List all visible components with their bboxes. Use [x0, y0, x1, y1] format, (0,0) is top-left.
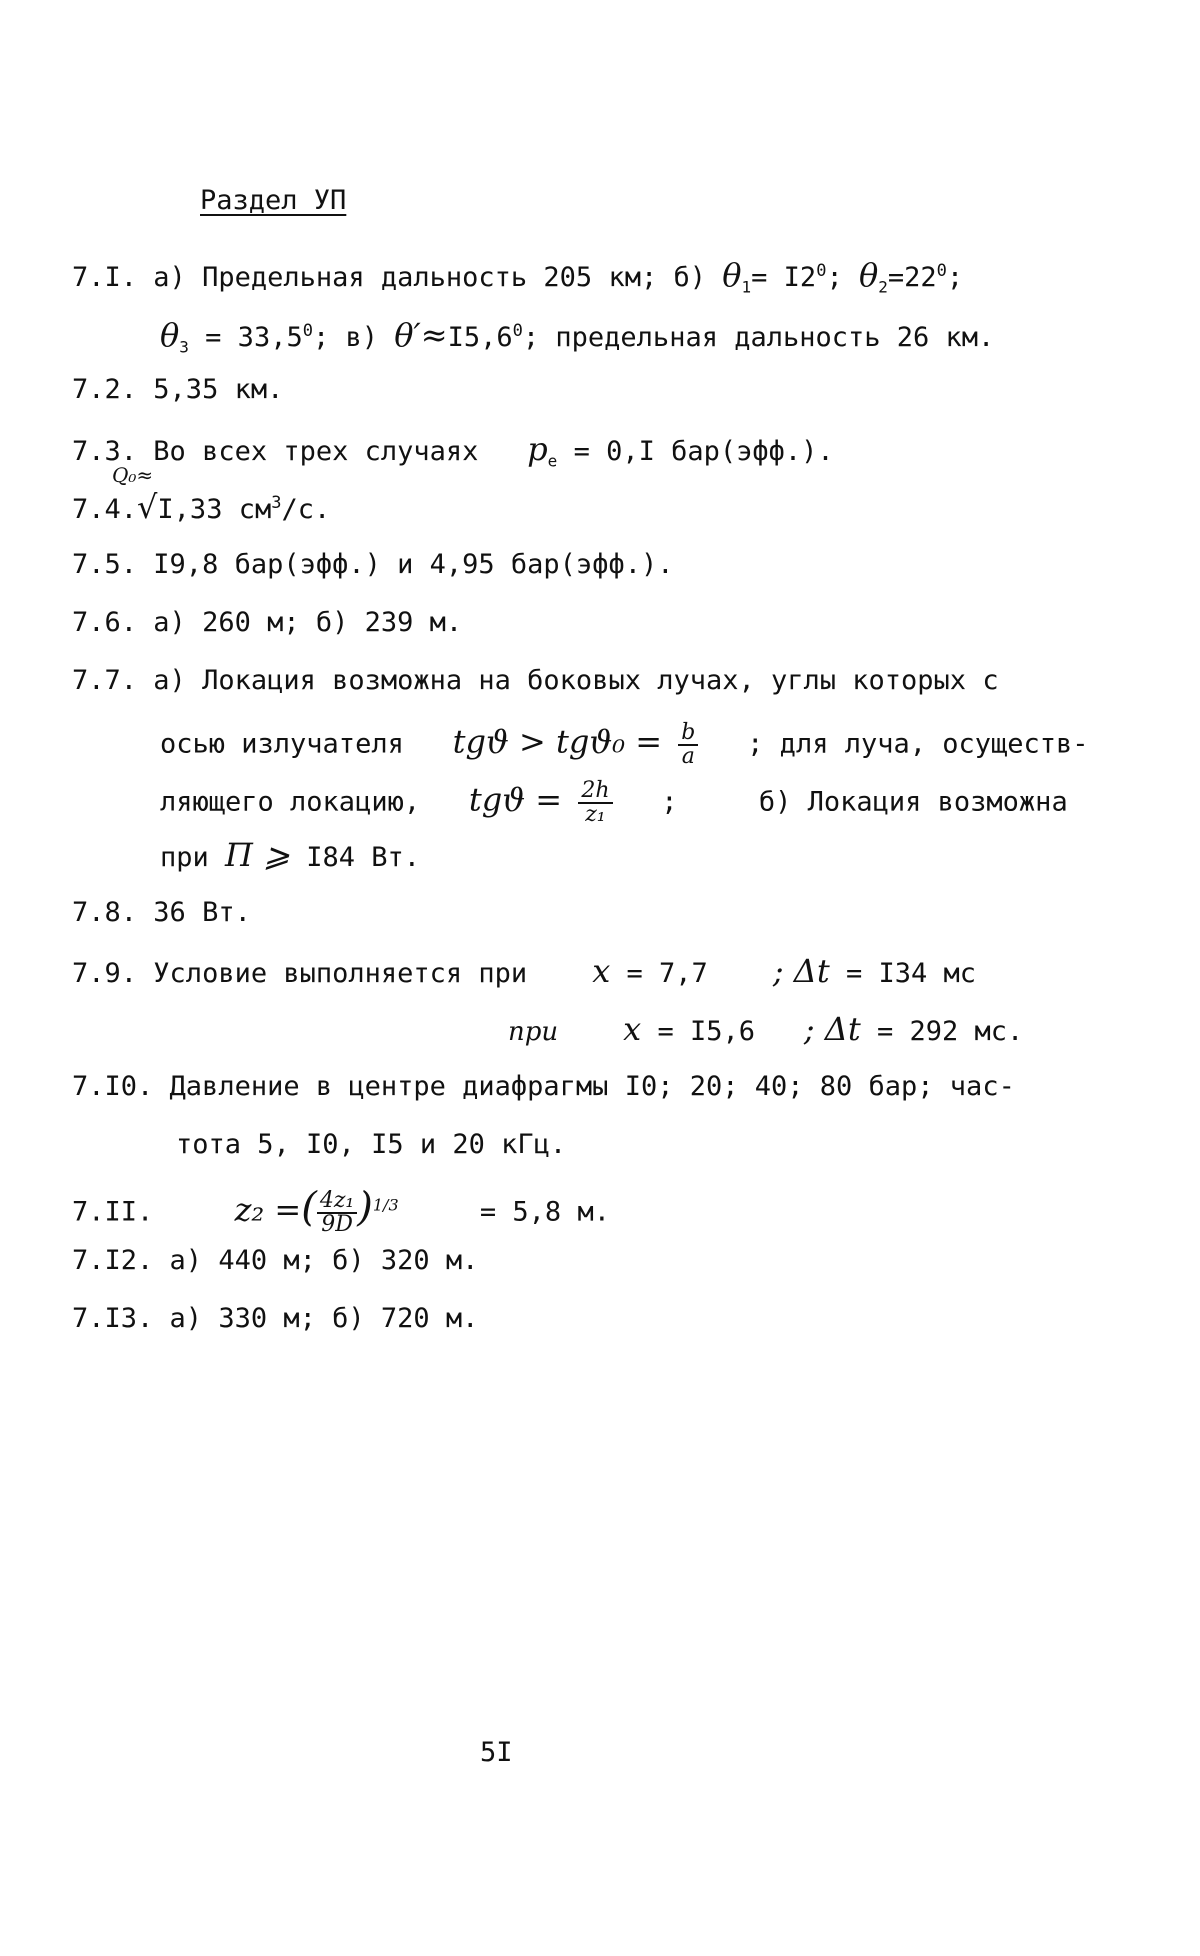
answer-7-9-line-1	[72, 954, 976, 991]
page-number: 5I	[480, 1737, 513, 1768]
separator: ;	[826, 262, 843, 293]
fraction-2h-over-z1	[578, 780, 612, 826]
theta1-subscript: 1	[741, 277, 752, 297]
fraction-denominator: z₁	[585, 802, 606, 827]
answer-text: 36 Вт.	[153, 897, 251, 928]
flow-rate-symbol: Q₀≈	[112, 463, 154, 487]
answer-number: 7.I0.	[72, 1071, 154, 1102]
theta2-value: =22	[887, 262, 937, 293]
answer-number: 7.5.	[72, 549, 138, 580]
answer-7-2	[72, 373, 283, 407]
answer-7-10-line-2	[176, 1128, 566, 1162]
answer-7-9-line-2	[508, 1012, 1023, 1049]
theta-prime-value: I5,6	[447, 322, 513, 353]
answer-text: осью излучателя	[160, 728, 404, 760]
answer-text: а) Предельная дальность 205 км; б)	[153, 262, 706, 293]
answer-text: при	[160, 842, 209, 873]
power-symbol: Π ⩾	[225, 836, 290, 874]
answer-7-7-line-1	[72, 664, 999, 698]
theta-prime-symbol: θ′≈	[394, 316, 448, 354]
delta-t-symbol: ; Δt	[772, 952, 830, 990]
answer-number: 7.6.	[72, 607, 138, 638]
x-symbol: x	[623, 1010, 642, 1048]
answer-text: I9,8 бар(эфф.) и 4,95 бар(эфф.).	[153, 549, 674, 580]
answer-number: 7.4.	[72, 494, 138, 525]
formula-tangent-inequality: tgϑ > tgϑ₀ =	[452, 722, 663, 761]
theta1-value: = I2	[751, 262, 817, 293]
variant-v-label: ; в)	[312, 322, 378, 353]
answer-text: I84 Вт.	[306, 842, 420, 873]
answer-7-7-line-2	[160, 722, 1089, 768]
degree-mark: 0	[512, 321, 523, 341]
answer-text: /с.	[281, 494, 331, 525]
answer-number: 7.I.	[72, 262, 138, 293]
answer-text: = 5,8 м.	[479, 1196, 610, 1228]
delta-t-value: = 292 мс.	[877, 1016, 1024, 1047]
separator: ;	[661, 786, 678, 818]
answer-text: а) Локация возможна на боковых лучах, углы которых с	[153, 665, 999, 696]
answer-number: 7.2.	[72, 374, 138, 405]
fraction-denominator: a	[681, 744, 695, 769]
answer-7-13	[72, 1302, 478, 1336]
fraction-numerator: 4z₁	[317, 1190, 357, 1214]
fraction-numerator: b	[678, 722, 698, 746]
answer-number: 7.II.	[72, 1196, 154, 1228]
answer-text: тота 5, I0, I5 и 20 кГц.	[176, 1129, 567, 1160]
answer-number: 7.3.	[72, 436, 138, 467]
theta3-symbol: θ	[160, 316, 180, 354]
x-symbol: x	[592, 952, 611, 990]
separator: ;	[946, 262, 964, 293]
theta3-subscript: 3	[179, 337, 189, 357]
delta-t-value: = I34 мс	[846, 958, 977, 989]
answer-text: I,33 см	[157, 494, 272, 525]
section-title: Раздел УП	[200, 185, 347, 216]
answer-text: ляющего локацию,	[160, 786, 421, 818]
answer-text: Во всех трех случаях	[153, 436, 479, 467]
answer-text: б) Локация возможна	[758, 786, 1068, 818]
answer-text: Давление в центре диафрагмы I0; 20; 40; 80 бар; час-	[169, 1071, 1015, 1102]
pressure-symbol: p	[527, 430, 548, 468]
degree-mark: 0	[816, 261, 827, 281]
answer-text: ; для луча, осуществ-	[747, 728, 1089, 760]
handwritten-pri: при	[508, 1017, 559, 1047]
answer-7-11	[72, 1184, 610, 1237]
answer-number: 7.7.	[72, 665, 138, 696]
answer-7-3	[72, 432, 834, 469]
answer-7-5	[72, 548, 673, 582]
open-paren: (	[301, 1184, 317, 1231]
answer-7-6	[72, 606, 462, 640]
close-paren: )	[357, 1184, 373, 1231]
theta3-value: = 33,5	[205, 322, 303, 353]
answer-text: Условие выполняется при	[153, 958, 528, 989]
answer-7-10-line-1	[72, 1070, 1015, 1104]
pressure-subscript: e	[547, 451, 558, 471]
answer-number: 7.8.	[72, 897, 138, 928]
answer-7-12	[72, 1244, 478, 1278]
fraction-4z1-over-9d	[317, 1190, 357, 1236]
answer-text: 5,35 км.	[153, 374, 284, 405]
theta2-symbol: θ	[858, 256, 879, 294]
fraction-b-over-a	[678, 722, 698, 768]
x-value: = I5,6	[657, 1016, 756, 1047]
power-exponent: 1/3	[372, 1195, 399, 1215]
formula-z2: z₂ =	[234, 1190, 302, 1229]
answer-number: 7.I3.	[72, 1303, 154, 1334]
answer-7-4	[72, 490, 330, 527]
degree-mark: 0	[302, 321, 313, 341]
answer-7-1-line-1	[72, 258, 963, 295]
theta2-subscript: 2	[878, 277, 888, 297]
pressure-value: = 0,I бар(эфф.).	[573, 436, 834, 467]
fraction-numerator: 2h	[578, 780, 612, 804]
exponent: 3	[271, 493, 282, 513]
answer-7-7-line-3	[160, 780, 1068, 826]
degree-mark: 0	[936, 261, 947, 281]
answer-text: ; предельная дальность 26 км.	[522, 322, 995, 353]
answer-text: а) 330 м; б) 720 м.	[169, 1303, 479, 1334]
delta-t-symbol: ; Δt	[803, 1010, 861, 1048]
answer-7-1-line-2	[160, 318, 994, 355]
x-value: = 7,7	[626, 958, 708, 989]
formula-tangent-equation: tgϑ =	[468, 780, 563, 819]
fraction-denominator: 9D	[321, 1212, 353, 1237]
answer-number: 7.I2.	[72, 1245, 154, 1276]
answer-text: а) 440 м; б) 320 м.	[169, 1245, 479, 1276]
answer-7-7-line-4	[160, 838, 420, 875]
theta1-symbol: θ	[722, 256, 742, 294]
answer-7-8	[72, 896, 251, 930]
answer-number: 7.9.	[72, 958, 138, 989]
approx-check-mark: √	[137, 488, 158, 526]
answer-text: а) 260 м; б) 239 м.	[153, 607, 463, 638]
